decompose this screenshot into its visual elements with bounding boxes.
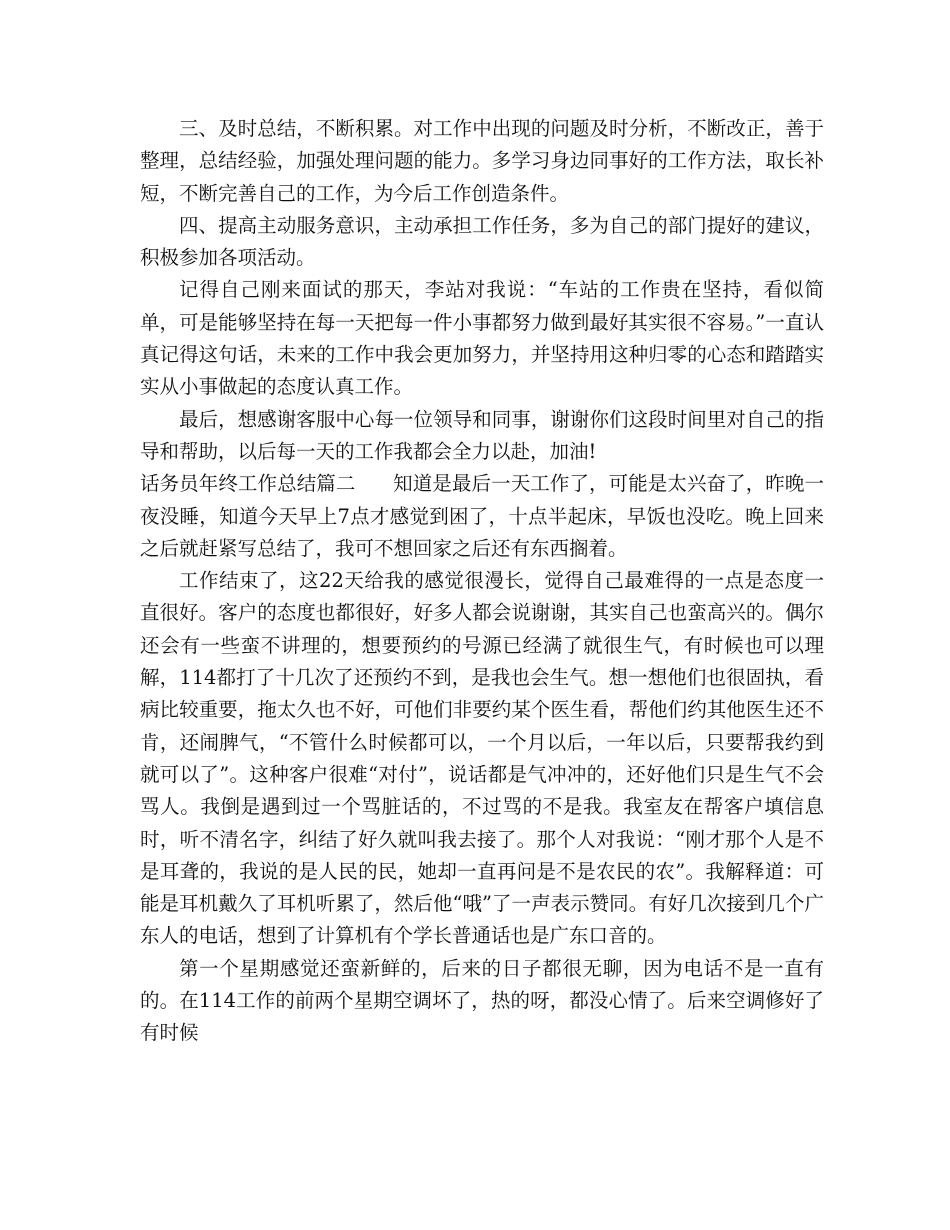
paragraph-first-week: 第一个星期感觉还蛮新鲜的，后来的日子都很无聊，因为电话不是一直有的。在114工作的前两个星期空调坏了，热的呀，都没心情了。后来空调修好了有时候 [140,956,824,1045]
document-body [140,113,824,1050]
paragraph-interview: 记得自己刚来面试的那天，李站对我说：“车站的工作贵在坚持，看似简单，可是能够坚持在每一天把每一件小事都努力做到最好其实很不容易。”一直认真记得这句话，未来的工作中我会更加努力，并坚持用这种归零的心态和踏踏实实从小事做起的态度认真工作。 [140,278,824,399]
section-heading: 话务员年终工作总结篇二 [140,472,356,496]
paragraph-work-ended: 工作结束了，这22天给我的感觉很漫长，觉得自己最难得的一点是态度一直很好。客户的态度也都很好，好多人都会说谢谢，其实自己也蛮高兴的。偶尔还会有一些蛮不讲理的，想要预约的号源已经满了就很生气，有时候也可以理解，114都打了十几次了还预约不到，是我也会生气。想一想他们也很固执，看病比较重要，拖太久也不好，可他们非要约某个医生看，帮他们约其他医生还不肯，还闹脾气，“不管什么时候都可以，一个月以后，一年以后，只要帮我约到就可以了”。这种客户很难“对付”，说话都是气冲冲的，还好他们只是生气不会骂人。我倒是遇到过一个骂脏话的，不过骂的不是我。我室友在帮客户填信息时，听不清名字，纠结了好久就叫我去接了。那个人对我说：“刚才那个人是不是耳聋的，我说的是人民的民，她却一直再问是不是农民的农”。我解释道：可能是耳机戴久了耳机听累了，然后他“哦”了一声表示赞同。有好几次接到几个广东人的电话，想到了计算机有个学长普通话也是广东口音的。 [140,569,824,948]
section-two-opening [140,468,824,565]
paragraph-summary: 三、及时总结，不断积累。对工作中出现的问题及时分析，不断改正，善于整理，总结经验，加强处理问题的能力。多学习身边同事好的工作方法，取长补短，不断完善自己的工作，为今后工作创造条件。 [140,117,824,205]
paragraph-thanks: 最后，想感谢客服中心每一位领导和同事，谢谢你们这段时间里对自己的指导和帮助，以后每一天的工作我都会全力以赴，加油! [140,407,824,463]
paragraph-service: 四、提高主动服务意识，主动承担工作任务，多为自己的部门提好的建议，积极参加各项活动。 [140,213,824,270]
heading-gap [355,472,393,495]
section-first-paragraph: 知道是最后一天工作了，可能是太兴奋了，昨晚一夜没睡，知道今天早上7点才感觉到困了，十点半起床，早饭也没吃。晚上回来之后就赶紧写总结了，我可不想回家之后还有东西搁着。 [140,472,824,560]
